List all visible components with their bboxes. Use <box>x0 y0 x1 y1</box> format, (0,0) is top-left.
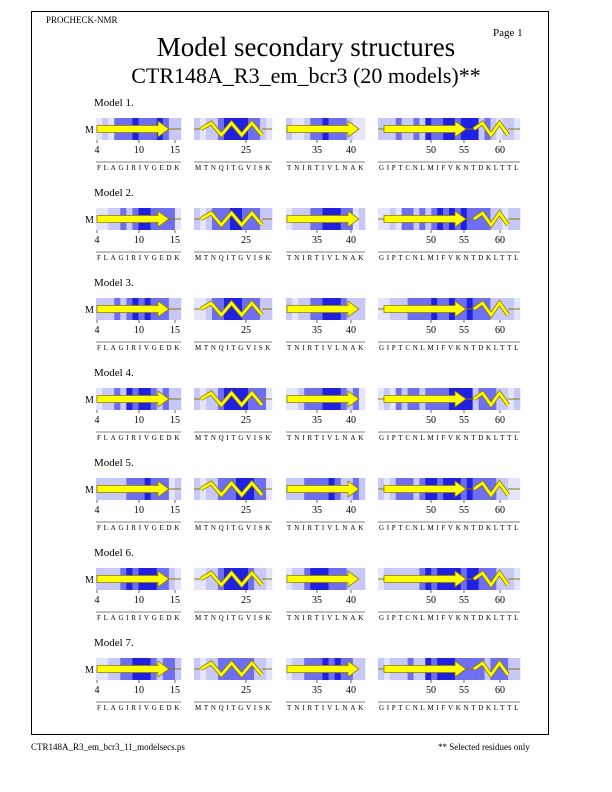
tick-label: 35 <box>312 595 322 606</box>
segment-panel-seg2 <box>194 388 272 442</box>
tick-label: 40 <box>346 505 356 516</box>
tick-label: 55 <box>459 415 469 426</box>
sequence-label: GIPTCNLMIFVKNTDKLTTL <box>379 164 519 172</box>
segment-panel-seg1 <box>95 388 182 442</box>
page-title: Model secondary structures <box>156 32 456 62</box>
shading-cell <box>359 568 365 590</box>
tick-label: 60 <box>495 415 505 426</box>
sequence-label: MTNQITGVISK <box>195 704 271 712</box>
segment-panel-seg2 <box>194 208 272 262</box>
tick-label: 40 <box>346 415 356 426</box>
tick-label: 15 <box>170 145 180 156</box>
model-row <box>85 97 520 172</box>
sequence-label: TNIRTIVLNAK <box>287 254 364 262</box>
row-marker: M <box>85 395 94 406</box>
sequence-label: MTNQITGVISK <box>195 434 271 442</box>
shading-cell <box>359 118 365 140</box>
tick-label: 25 <box>241 235 251 246</box>
sequence-label: TNIRTIVLNAK <box>287 524 364 532</box>
tick-label: 60 <box>495 325 505 336</box>
footer-filename: CTR148A_R3_em_bcr3_11_modelsecs.ps <box>31 742 185 752</box>
segment-panel-seg1 <box>95 568 182 622</box>
tick-label: 25 <box>241 415 251 426</box>
segment-panel-seg3 <box>286 208 365 262</box>
segment-panel-seg4 <box>378 568 520 622</box>
tick-label: 15 <box>170 595 180 606</box>
segment-panel-seg4 <box>378 208 520 262</box>
tick-label: 25 <box>241 325 251 336</box>
tick-label: 50 <box>426 685 436 696</box>
segment-panel-seg3 <box>286 478 365 532</box>
shading-cell <box>359 658 365 680</box>
tick-label: 10 <box>134 325 144 336</box>
segment-panel-seg4 <box>378 388 520 442</box>
tick-label: 40 <box>346 595 356 606</box>
segment-panel-seg1 <box>95 298 182 352</box>
sequence-label: MTNQITGVISK <box>195 254 271 262</box>
tick-label: 15 <box>170 685 180 696</box>
tick-label: 10 <box>134 145 144 156</box>
sequence-label: FLAGIRIVGEDK <box>97 524 180 532</box>
segment-panel-seg2 <box>194 298 272 352</box>
sequence-label: TNIRTIVLNAK <box>287 434 364 442</box>
row-marker: M <box>85 125 94 136</box>
tick-label: 60 <box>495 235 505 246</box>
tick-label: 60 <box>495 595 505 606</box>
model-row <box>85 457 520 532</box>
model-label: Model 5. <box>94 457 134 469</box>
tick-label: 55 <box>459 145 469 156</box>
model-row <box>85 547 520 622</box>
shading-cell <box>359 298 365 320</box>
sequence-label: FLAGIRIVGEDK <box>97 704 180 712</box>
shading-cell <box>359 388 365 410</box>
tick-label: 25 <box>241 595 251 606</box>
sequence-label: MTNQITGVISK <box>195 524 271 532</box>
tick-label: 35 <box>312 325 322 336</box>
shading-cell <box>359 478 365 500</box>
tick-label: 60 <box>495 685 505 696</box>
tick-label: 55 <box>459 505 469 516</box>
sequence-label: FLAGIRIVGEDK <box>97 614 180 622</box>
sequence-label: GIPTCNLMIFVKNTDKLTTL <box>379 254 519 262</box>
tick-label: 60 <box>495 145 505 156</box>
segment-panel-seg1 <box>95 658 182 712</box>
segment-panel-seg3 <box>286 298 365 352</box>
tick-label: 4 <box>94 145 100 156</box>
tick-label: 15 <box>170 415 180 426</box>
shading-cell <box>359 208 365 230</box>
segment-panel-seg3 <box>286 388 365 442</box>
row-marker: M <box>85 215 94 226</box>
sequence-label: TNIRTIVLNAK <box>287 164 364 172</box>
tick-label: 4 <box>94 235 100 246</box>
model-label: Model 1. <box>94 97 134 109</box>
sequence-label: FLAGIRIVGEDK <box>97 254 180 262</box>
sequence-label: TNIRTIVLNAK <box>287 614 364 622</box>
sequence-label: MTNQITGVISK <box>195 164 271 172</box>
segment-panel-seg3 <box>286 658 365 712</box>
sequence-label: GIPTCNLMIFVKNTDKLTTL <box>379 614 519 622</box>
tick-label: 10 <box>134 415 144 426</box>
row-marker: M <box>85 575 94 586</box>
segment-panel-seg1 <box>95 478 182 532</box>
tick-label: 50 <box>426 235 436 246</box>
segment-panel-seg4 <box>378 118 520 172</box>
model-label: Model 2. <box>94 187 134 199</box>
sequence-label: FLAGIRIVGEDK <box>97 344 180 352</box>
tick-label: 55 <box>459 325 469 336</box>
model-row <box>85 367 520 442</box>
segment-panel-seg4 <box>378 298 520 352</box>
tick-label: 35 <box>312 235 322 246</box>
tick-label: 55 <box>459 235 469 246</box>
sequence-label: FLAGIRIVGEDK <box>97 434 180 442</box>
row-marker: M <box>85 485 94 496</box>
tick-label: 50 <box>426 145 436 156</box>
page-subtitle: CTR148A_R3_em_bcr3 (20 models)** <box>131 63 481 88</box>
tick-label: 10 <box>134 505 144 516</box>
model-row <box>85 187 520 262</box>
program-name: PROCHECK-NMR <box>46 15 118 25</box>
segment-panel-seg2 <box>194 118 272 172</box>
sequence-label: TNIRTIVLNAK <box>287 704 364 712</box>
model-row <box>85 277 520 352</box>
tick-label: 10 <box>134 595 144 606</box>
tick-label: 25 <box>241 145 251 156</box>
sequence-label: TNIRTIVLNAK <box>287 344 364 352</box>
tick-label: 40 <box>346 325 356 336</box>
tick-label: 25 <box>241 505 251 516</box>
tick-label: 55 <box>459 595 469 606</box>
segment-panel-seg2 <box>194 658 272 712</box>
tick-label: 10 <box>134 235 144 246</box>
row-marker: M <box>85 665 94 676</box>
tick-label: 15 <box>170 505 180 516</box>
segment-panel-seg2 <box>194 568 272 622</box>
tick-label: 35 <box>312 685 322 696</box>
tick-label: 55 <box>459 685 469 696</box>
model-row <box>85 637 520 712</box>
tick-label: 15 <box>170 235 180 246</box>
footer-note: ** Selected residues only <box>438 742 530 752</box>
tick-label: 35 <box>312 145 322 156</box>
tick-label: 60 <box>495 505 505 516</box>
segment-panel-seg1 <box>95 118 182 172</box>
segment-panel-seg4 <box>378 478 520 532</box>
tick-label: 4 <box>94 415 100 426</box>
sequence-label: MTNQITGVISK <box>195 344 271 352</box>
tick-label: 10 <box>134 685 144 696</box>
model-label: Model 4. <box>94 367 134 379</box>
page-number: Page 1 <box>493 27 523 39</box>
segment-panel-seg3 <box>286 118 365 172</box>
sequence-label: MTNQITGVISK <box>195 614 271 622</box>
tick-label: 15 <box>170 325 180 336</box>
sequence-label: GIPTCNLMIFVKNTDKLTTL <box>379 524 519 532</box>
tick-label: 35 <box>312 505 322 516</box>
tick-label: 25 <box>241 685 251 696</box>
sequence-label: GIPTCNLMIFVKNTDKLTTL <box>379 434 519 442</box>
segment-panel-seg3 <box>286 568 365 622</box>
tick-label: 4 <box>94 505 100 516</box>
segment-panel-seg2 <box>194 478 272 532</box>
tick-label: 50 <box>426 325 436 336</box>
sequence-label: GIPTCNLMIFVKNTDKLTTL <box>379 704 519 712</box>
tick-label: 40 <box>346 685 356 696</box>
tick-label: 50 <box>426 415 436 426</box>
row-marker: M <box>85 305 94 316</box>
segment-panel-seg4 <box>378 658 520 712</box>
model-label: Model 6. <box>94 547 134 559</box>
tick-label: 40 <box>346 235 356 246</box>
model-label: Model 7. <box>94 637 134 649</box>
tick-label: 4 <box>94 685 100 696</box>
sequence-label: FLAGIRIVGEDK <box>97 164 180 172</box>
tick-label: 35 <box>312 415 322 426</box>
tick-label: 4 <box>94 595 100 606</box>
segment-panel-seg1 <box>95 208 182 262</box>
model-label: Model 3. <box>94 277 134 289</box>
sequence-label: GIPTCNLMIFVKNTDKLTTL <box>379 344 519 352</box>
tick-label: 40 <box>346 145 356 156</box>
tick-label: 4 <box>94 325 100 336</box>
tick-label: 50 <box>426 505 436 516</box>
tick-label: 50 <box>426 595 436 606</box>
